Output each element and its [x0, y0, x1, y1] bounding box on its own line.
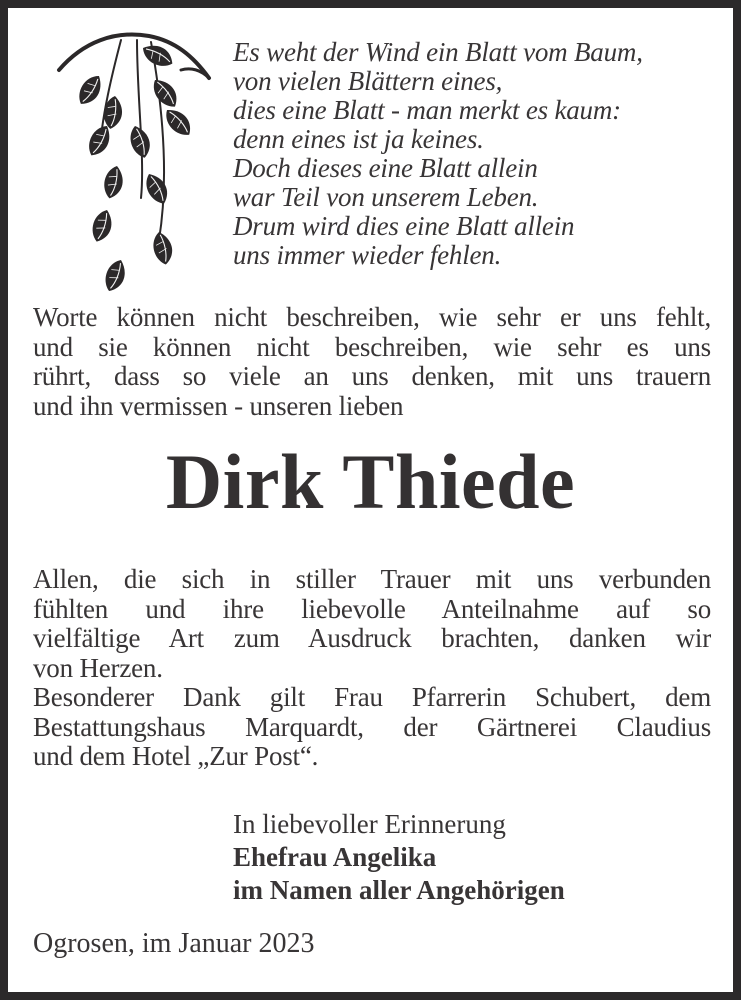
falling-leaf-icon	[99, 257, 131, 295]
poem-line: Doch dieses eine Blatt allein	[233, 153, 538, 183]
deceased-name: Dirk Thiede	[165, 438, 576, 525]
branch-leaves	[73, 39, 196, 266]
thanks-paragraph-2	[33, 683, 711, 772]
mourner-family-line: im Namen aller Angehörigen	[233, 875, 565, 905]
thanks-line: Allen, die sich in stiller Trauer mit uns verbunden	[33, 564, 711, 594]
poem-line: denn eines ist ja keines.	[233, 124, 484, 154]
poem-line: Drum wird dies eine Blatt allein	[233, 211, 575, 241]
intro-line: rührt, dass so viele an uns denken, mit uns trauern	[33, 361, 711, 391]
thanks-line: und dem Hotel „Zur Post“.	[33, 741, 319, 771]
intro-line: Worte können nicht beschreiben, wie sehr er uns fehlt,	[33, 302, 711, 332]
thanks-paragraph-1	[33, 565, 711, 683]
thanks-line: fühlten und ihre liebevolle Anteilnahme auf so	[33, 593, 711, 624]
mourner-name: Ehefrau Angelika	[233, 842, 437, 872]
intro-paragraph	[33, 303, 711, 421]
remembrance-block	[233, 808, 565, 907]
remembrance-line: In liebevoller Erinnerung	[233, 809, 506, 839]
poem	[233, 38, 713, 270]
thanks-line: vielfältige Art zum Ausdruck brachten, danken wir	[33, 623, 711, 653]
poem-line: Es weht der Wind ein Blatt vom Baum,	[233, 37, 643, 67]
intro-line: und ihn vermissen - unseren lieben	[33, 390, 404, 421]
intro-line: und sie können nicht beschreiben, wie sehr es uns	[33, 331, 711, 362]
thanks-line: Besonderer Dank gilt Frau Pfarrerin Schubert, dem	[33, 682, 711, 712]
thanks-section	[33, 565, 711, 772]
poem-line: war Teil von unserem Leben.	[233, 182, 539, 212]
poem-line: von vielen Blättern eines,	[233, 66, 503, 96]
leaf-branch-illustration	[55, 18, 215, 298]
thanks-line: von Herzen.	[33, 652, 163, 683]
poem-line: dies eine Blatt - man merkt es kaum:	[233, 95, 621, 125]
thanks-line: Bestattungshaus Marquardt, der Gärtnerei Claudius	[33, 711, 711, 742]
poem-line: uns immer wieder fehlen.	[233, 240, 502, 270]
place-and-date: Ogrosen, im Januar 2023	[33, 928, 315, 959]
